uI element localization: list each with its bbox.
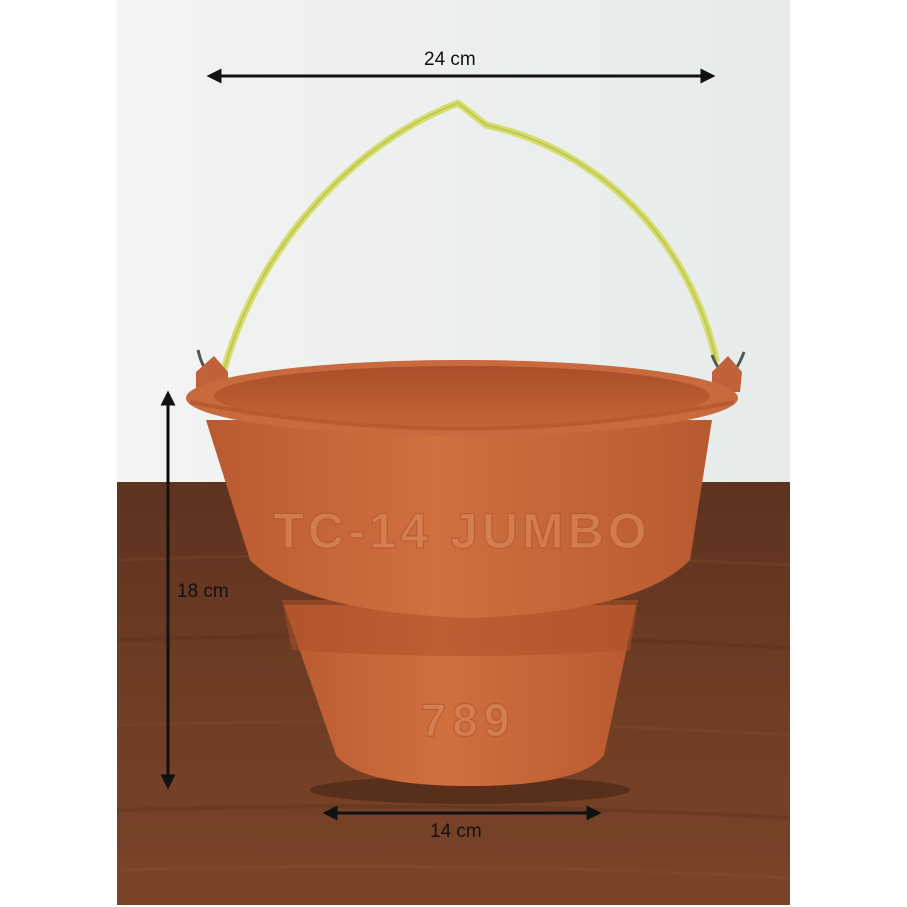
height-label: 18 cm bbox=[177, 581, 229, 602]
embossed-number-text: 789 bbox=[420, 694, 516, 746]
bottom-width-label: 14 cm bbox=[430, 821, 482, 842]
embossed-model-text: TC-14 JUMBO bbox=[273, 503, 651, 559]
top-width-label: 24 cm bbox=[424, 49, 476, 70]
